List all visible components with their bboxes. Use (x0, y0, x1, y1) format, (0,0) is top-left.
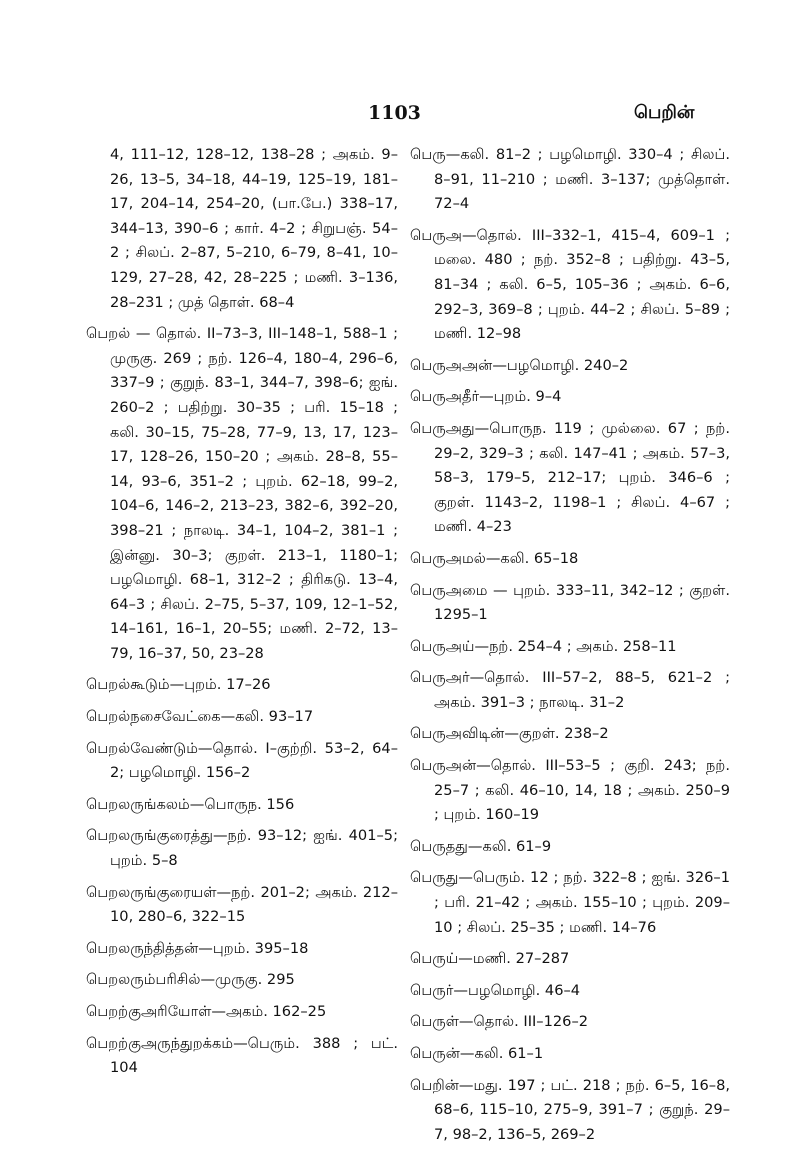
index-entry: பெருஅர்—தொல். III–57–2, 88–5, 621–2 ; அகம். 391–3 ; நாலடி. 31–2 (410, 669, 730, 711)
index-entry: பெறலருந்தித்தன்—புறம். 395–18 (86, 939, 309, 957)
index-entry: பெறலருங்குரையள்—நற். 201–2; அகம். 212–10, 280–6, 322–15 (86, 883, 398, 926)
index-entry: பெறலருங்கலம்—பொருந. 156 (86, 795, 295, 813)
index-entry: பெறலரும்பரிசில்—முருகு. 295 (86, 971, 295, 989)
index-entry: பெருஅமல்—கலி. 65–18 (410, 549, 579, 567)
index-entry: பெறல்நசைவேட்கை—கலி. 93–17 (86, 708, 314, 726)
running-head: பெறின் (634, 102, 695, 123)
index-entry: பெருதது—கலி. 61–9 (410, 837, 552, 855)
index-entry: பெருஅய்—நற். 254–4 ; அகம். 258–11 (410, 637, 677, 655)
index-entry: பெருய்—மணி. 27–287 (410, 950, 570, 968)
index-entry: பெருர்—பழமொழி. 46–4 (410, 981, 581, 999)
index-entry: பெறல்கூடும்—புறம். 17–26 (86, 676, 271, 694)
index-entry: பெருஅஅன்—பழமொழி. 240–2 (410, 356, 629, 374)
page-number: 1103 (368, 102, 421, 124)
index-entry: பெருஅன்—தொல். III–53–5 ; குறி. 243; நற். 25–7 ; கலி. 46–10, 14, 18 ; அகம். 250–9 ; புறம். 160–19 (410, 757, 730, 824)
index-entry: பெறின்—மது. 197 ; பட். 218 ; நற். 6–5, 16–8, 68–6, 115–10, 275–9, 391–7 ; குறுந். 29–7, 98–2, 136–5, 269–2 (410, 1076, 730, 1143)
index-entry: பெருஅமை — புறம். 333–11, 342–12 ; குறள். 1295–1 (410, 581, 730, 624)
index-entry: 4, 111–12, 128–12, 138–28 ; அகம். 9–26, 13–5, 34–18, 44–19, 125–19, 181–17, 204–14, 254–20, (பா.பே.) 338–17, 344–13, 390–6 ; கார். 4–2 ; சிறுபஞ். 54–2 ; சிலப். 2–87, 5–210, 6–79, 8–41, 10–129, 27–28, 42, 28–225 ; மணி. 3–136, 28–231 ; முத் தொள். 68–4 (110, 146, 398, 311)
index-entry: பெறல் — தொல். II–73–3, III–148–1, 588–1 ; முருகு. 269 ; நற். 126–4, 180–4, 296–6, 337–9 ; குறுந். 83–1, 344–7, 398–6; ஐங். 260–2 ; பதிற்று. 30–35 ; பரி. 15–18 ; கலி. 30–15, 75–28, 77–9, 13, 17, 123–17, 128–26, 150–20 ; அகம். 28–8, 55–14, 93–6, 351–2 ; புறம். 62–18, 99–2, 104–6, 146–2, 213–23, 382–6, 392–20, 398–21 ; நாலடி. 34–1, 104–2, 381–1 ; இன்னு. 30–3; குறள். 213–1, 1180–1; பழமொழி. 68–1, 312–2 ; திரிகடு. 13–4, 64–3 ; சிலப். 2–75, 5–37, 109, 12–1–52, 14–161, 16–1, 20–55; மணி. 2–72, 13–79, 16–37, 50, 23–28 (86, 325, 398, 662)
index-entry: பெரு—கலி. 81–2 ; பழமொழி. 330–4 ; சிலப். 8–91, 11–210 ; மணி. 3–137; முத்தொள். 72–4 (410, 146, 730, 213)
index-entry: பெருஅது—பொருந. 119 ; முல்லை. 67 ; நற். 29–2, 329–3 ; கலி. 147–41 ; அகம். 57–3, 58–3, 179–5, 212–17; புறம். 346–6 ; குறள். 1143–2, 1198–1 ; சிலப். 4–67 ; மணி. 4–23 (410, 419, 730, 536)
index-entry: பெருது—பெரும். 12 ; நற். 322–8 ; ஐங். 326–1 ; பரி. 21–42 ; அகம். 155–10 ; புறம். 209–10 ; சிலப். 25–35 ; மணி. 14–76 (410, 869, 730, 936)
index-entry: பெருஅதீர்—புறம். 9–4 (410, 388, 562, 406)
right-column (410, 143, 730, 1154)
index-entry: பெருன்—கலி. 61–1 (410, 1045, 544, 1062)
index-entry: பெறல்வேண்டும்—தொல். I–குற்றி. 53–2, 64–2; பழமொழி. 156–2 (86, 739, 398, 782)
index-entry: பெருஅ—தொல். III–332–1, 415–4, 609–1 ; மலை. 480 ; நற். 352–8 ; பதிற்று. 43–5, 81–34 ; கலி. 6–5, 105–36 ; அகம். 6–6, 292–3, 369–8 ; புறம். 44–2 ; சிலப். 5–89 ; மணி. 12–98 (410, 226, 730, 343)
index-entry: பெருஅவிடின்—குறள். 238–2 (410, 725, 609, 743)
index-entry: பெறலருங்குரைத்து—நற். 93–12; ஐங். 401–5; புறம். 5–8 (86, 827, 398, 870)
index-entry: பெறற்குஅரியோள்—அகம். 162–25 (86, 1003, 327, 1020)
index-entry: பெருள்—தொல். III–126–2 (410, 1013, 589, 1031)
index-entry: பெறற்குஅருந்துறக்கம்—பெரும். 388 ; பட். 104 (86, 1034, 398, 1077)
left-column (86, 143, 398, 1088)
